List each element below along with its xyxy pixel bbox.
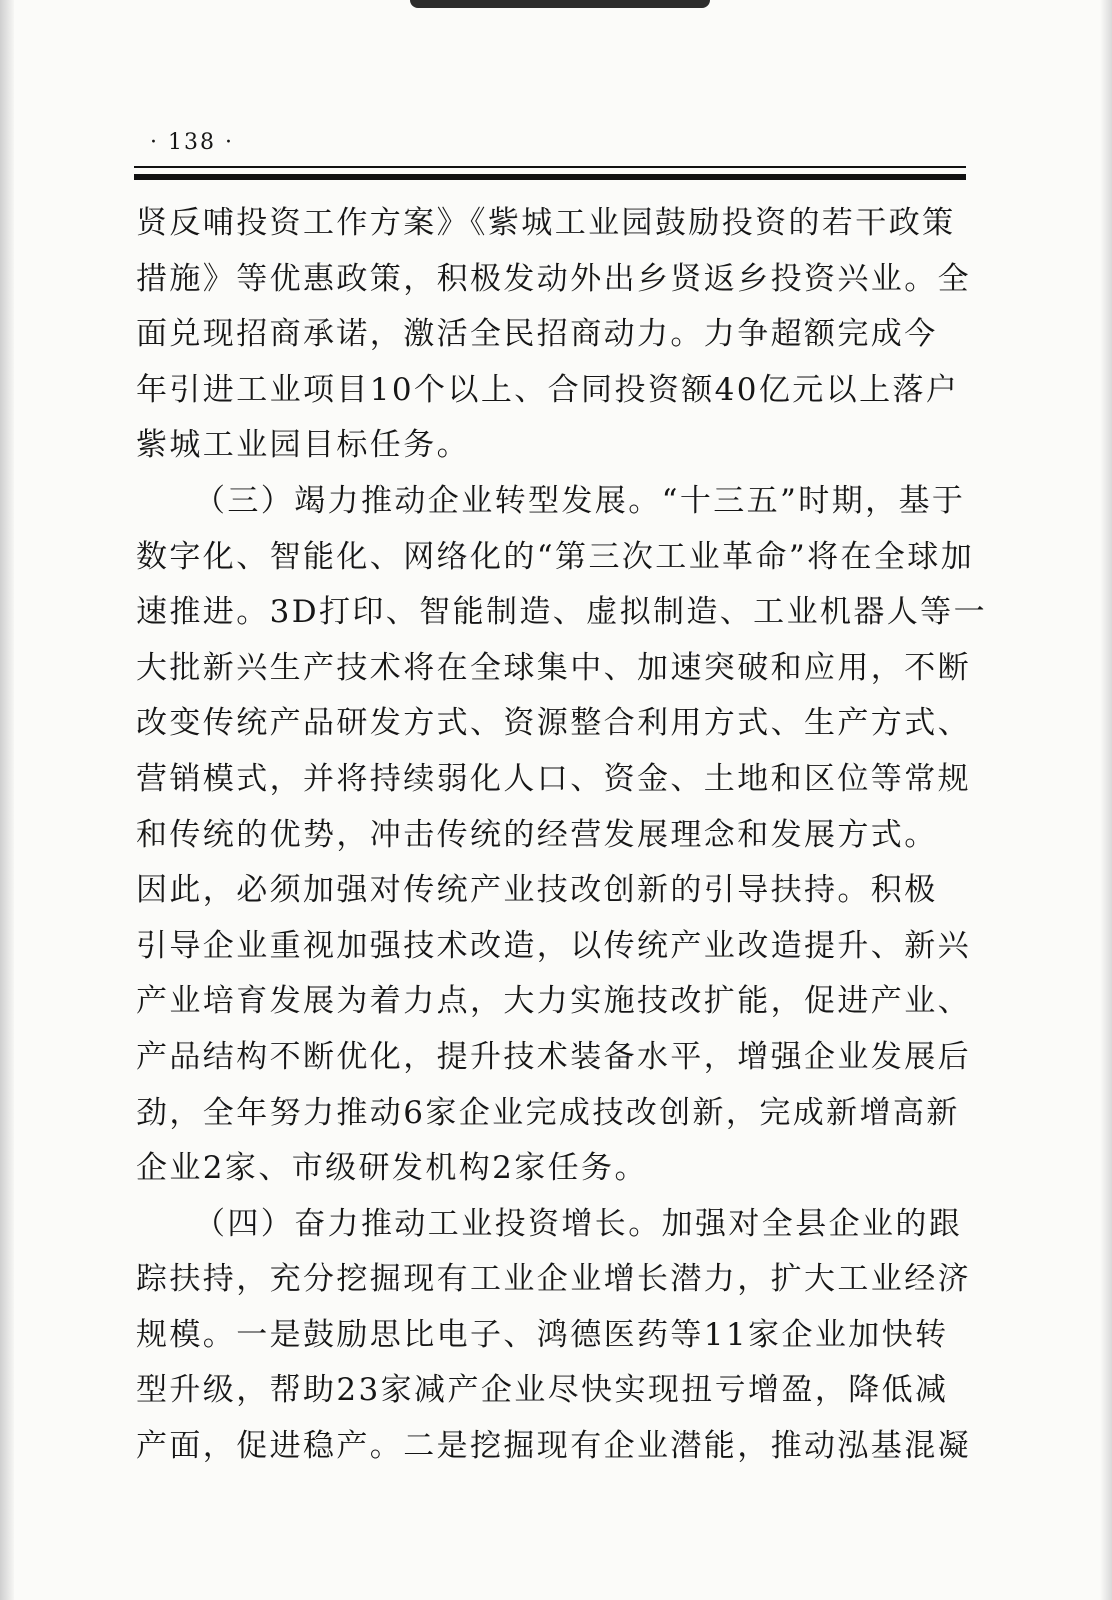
scan-edge-right [1100, 0, 1112, 1600]
text-line: 劲，全年努力推动6家企业完成技改创新，完成新增高新 [136, 1094, 960, 1131]
text-line: 和传统的优势，冲击传统的经营发展理念和发展方式。 [136, 816, 938, 853]
text-line: 型升级，帮助23家减产企业尽快实现扭亏增盈，降低减 [136, 1372, 949, 1409]
page-number: · 138 · [150, 130, 234, 155]
text-line: 改变传统产品研发方式、资源整合利用方式、生产方式、 [136, 705, 971, 742]
text-line: 数字化、智能化、网络化的“第三次工业革命”将在全球加 [136, 538, 975, 575]
header-rule-thin [134, 166, 966, 168]
text-line: 面兑现招商承诺，激活全民招商动力。力争超额完成今 [136, 316, 938, 353]
text-line: 产品结构不断优化，提升技术装备水平，增强企业发展后 [136, 1038, 971, 1075]
text-line: 规模。一是鼓励思比电子、鸿德医药等11家企业加快转 [136, 1316, 949, 1353]
text-line: 大批新兴生产技术将在全球集中、加速突破和应用，不断 [136, 649, 971, 686]
text-line: 产面，促进稳产。二是挖掘现有企业潜能，推动泓基混凝 [136, 1428, 971, 1465]
text-line: 因此，必须加强对传统产业技改创新的引导扶持。积极 [136, 872, 938, 909]
text-line: 速推进。3D打印、智能制造、虚拟制造、工业机器人等一 [136, 594, 987, 631]
text-line: （三）竭力推动企业转型发展。“十三五”时期，基于 [194, 482, 966, 519]
text-line: 营销模式，并将持续弱化人口、资金、土地和区位等常规 [136, 760, 971, 797]
text-line: 产业培育发展为着力点，大力实施技改扩能，促进产业、 [136, 983, 971, 1020]
scan-edge-left [0, 0, 14, 1600]
text-line: 踪扶持，充分挖掘现有工业企业增长潜力，扩大工业经济 [136, 1261, 971, 1298]
text-line: （四）奋力推动工业投资增长。加强对全县企业的跟 [194, 1205, 963, 1242]
scan-artifact [410, 0, 710, 8]
text-line: 年引进工业项目10个以上、合同投资额40亿元以上落户 [136, 371, 960, 408]
text-line: 引导企业重视加强技术改造，以传统产业改造提升、新兴 [136, 927, 971, 964]
body-text [136, 196, 987, 1475]
text-line: 贤反哺投资工作方案》《紫城工业园鼓励投资的若干政策 [136, 205, 956, 241]
text-line: 措施》等优惠政策，积极发动外出乡贤返乡投资兴业。全 [136, 260, 971, 297]
text-line: 紫城工业园目标任务。 [136, 427, 470, 464]
header-rule-thick [134, 174, 966, 180]
text-line: 企业2家、市级研发机构2家任务。 [136, 1150, 648, 1187]
